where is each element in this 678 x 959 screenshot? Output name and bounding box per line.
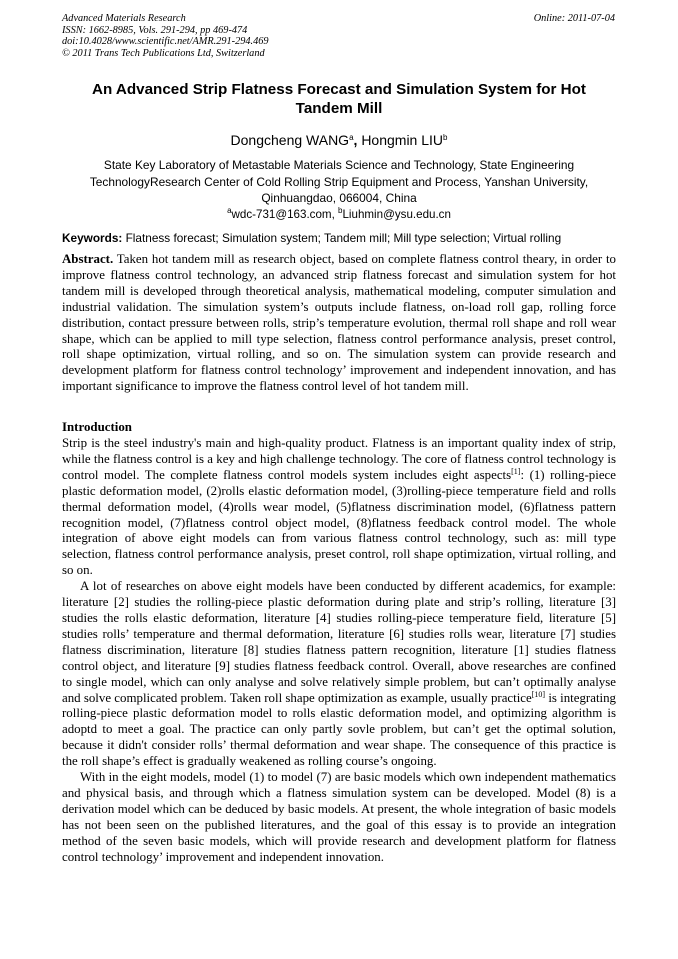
author-name: Dongcheng WANG [230, 132, 350, 148]
keywords [62, 231, 616, 246]
abstract [62, 252, 616, 395]
paragraph [62, 579, 616, 770]
email-mark: b [338, 206, 343, 215]
author-name: Hongmin LIU [361, 132, 444, 148]
author-separator: , [353, 132, 362, 148]
abstract-label: Abstract. [62, 252, 114, 266]
online-date: Online: 2011-07-04 [533, 13, 615, 24]
author-line [62, 131, 616, 149]
introduction-body [62, 436, 616, 865]
paragraph-text: A lot of researches on above eight models have been conducted by different academics, for example: literature [2] studies the rolling-piece plastic deformation during plate and strip’s rolling, literature [3] studies the rolls elastic deformation, literature [4] studies rolling-piece temperature field, literature [5] studies rolls’ temperature and thermal deformation, literature [6] studies rolls wear, literature [7] studies flatness discrimination, literature [8] studies flatness pattern recognition, literature [1] studies flatness control object, and literature [9] studies flatness feedback control. Overall, above researches are confined to single model, which can only analyse and solve relatively simple problem, but can’t optimally analyse and solve complicated problem. Taken roll shape optimization as example, usually practice [62, 579, 616, 705]
journal-name: Advanced Materials Research [62, 13, 186, 24]
journal-doi: doi:10.4028/www.scientific.net/AMR.291-294.469 [62, 36, 269, 47]
paragraph-text: is integrating rolling-piece plastic deformation model to rolls elastic deformation model, and optimizing algorithm is adoptd to meet a goal. The practice can only partly sovle problem, but can’t get the optimal solution, because it didn't consider rolls’ thermal deformation and wear shape. The consequence of this practice is the roll shape’s effect is gradually weakened as rolling course’s ongoing. [62, 690, 616, 769]
affiliation: State Key Laboratory of Metastable Materials Science and Technology, State Engineering TechnologyResearch Center of Cold Rolling Strip Equipment and Process, Yanshan University, Qinhuangdao, 066004, China [89, 158, 589, 205]
journal-issn: ISSN: 1662-8985, Vols. 291-294, pp 469-474 [62, 24, 248, 36]
journal-header [62, 13, 615, 59]
author-affil-mark: a [349, 133, 354, 142]
paragraph [62, 436, 616, 579]
paper-title: An Advanced Strip Flatness Forecast and Simulation System for Hot Tandem Mill [92, 81, 586, 117]
journal-copyright: © 2011 Trans Tech Publications Ltd, Switzerland [62, 47, 265, 59]
author-affil-mark: b [443, 133, 448, 142]
keywords-text: Flatness forecast; Simulation system; Tandem mill; Mill type selection; Virtual rolling [122, 231, 562, 245]
citation: [1] [511, 466, 521, 476]
section-heading-introduction: Introduction [62, 420, 132, 434]
paragraph-text: Strip is the steel industry's main and high-quality product. Flatness is an important quality index of strip, while the flatness control is a key and high challenge technology. The core of flatness control technology is control model. The complete flatness control models system includes eight aspects [62, 436, 616, 482]
email-address: wdc-731@163.com, [231, 208, 339, 221]
email-mark: a [227, 206, 232, 215]
author-emails [62, 207, 616, 222]
paragraph-text: : (1) rolling-piece plastic deformation model, (2)rolls elastic deformation model, (3)rolling-piece temperature field and rolls thermal deformation model, (4)rolls wear model, (5)flatness discrimination model, (6)flatness pattern recognition model, (7)flatness control object model, (8)flatness feedback control model. The whole integration of above eight models can from various flatness control technology, such as: mill type selection, flatness control performance analysis, preset control, roll shape optimization, virtual rolling, and so on. [62, 467, 616, 578]
abstract-text: Taken hot tandem mill as research object, based on complete flatness control theary, in order to improve flatness control technology, an advanced strip flatness forecast and simulation system for hot tandem mill is developed through theoretical analysis, mathematical modeling, computer simulation and industrial validation. The simulation system’s outputs include flatness, on-load roll gap, rolling force distribution, contact pressure between rolls, strip’s temperature evolution, thermal roll shape and roll wear shape, which can be applied to mill type selection, flatness control performance analysis, preset control, roll shape optimization, virtual rolling, and so on. The simulation system can provide research and development platform for flatness control technology’ improvement and independent innovation, and has important significance to improve the flatness control level of hot tandem mill. [62, 252, 616, 394]
keywords-label: Keywords: [62, 231, 123, 245]
paragraph: With in the eight models, model (1) to model (7) are basic models which own independent mathematics and physical basis, and through which a flatness simulation system can be developed. Model (8) is a derivation model which can be deduced by basic models. At present, the whole integration of basic models has not been seen on the published literatures, and the goal of this essay is to provide an integration method of the seven basic models, which will provide research and development platform for flatness control technology’ improvement and independent innovation. [62, 770, 616, 864]
email-address: Liuhmin@ysu.edu.cn [342, 208, 451, 221]
citation: [10] [531, 689, 546, 699]
